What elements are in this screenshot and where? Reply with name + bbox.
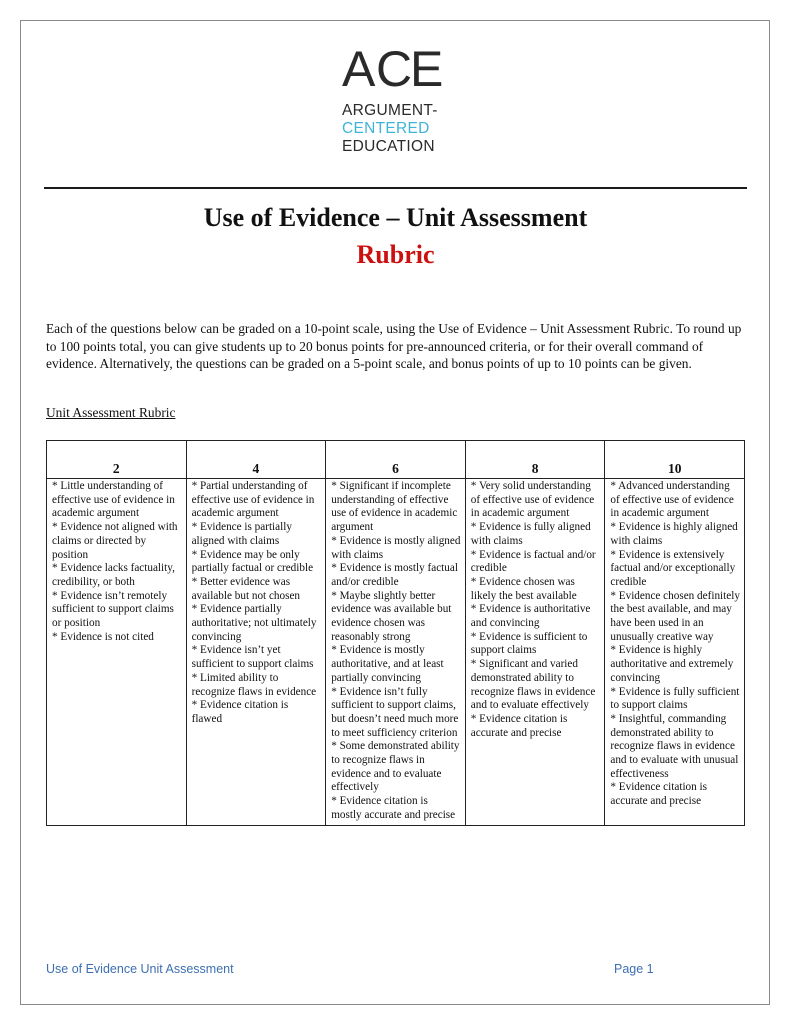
criterion: * Evidence is factual and/or credible	[470, 548, 596, 575]
criteria-cell-10	[605, 479, 745, 826]
criterion: * Evidence chosen was likely the best available	[470, 575, 577, 602]
logo-line-argument: ARGUMENT-	[342, 102, 438, 119]
criterion: * Evidence chosen definitely the best available, and may have been used in an unusually creative way	[610, 589, 740, 643]
criterion: * Limited ability to recognize flaws in evidence	[191, 671, 317, 698]
score-header-10: 10	[605, 441, 745, 479]
criterion: * Evidence lacks factuality, credibility, or both	[52, 562, 175, 588]
header-rule	[44, 187, 747, 189]
rubric-criteria-row	[47, 479, 745, 826]
page-subtitle: Rubric	[356, 240, 435, 269]
criterion: * Evidence is fully aligned with claims	[470, 521, 591, 547]
criteria-cell-2	[47, 479, 187, 826]
score-header-8: 8	[465, 441, 605, 479]
criterion: * Insightful, commanding demonstrated ability to recognize flaws in evidence and to evaluate with unusual effectiveness	[610, 712, 739, 780]
criteria-cell-8	[465, 479, 605, 826]
footer-page-number: Page 1	[614, 962, 654, 976]
score-header-4: 4	[186, 441, 326, 479]
criterion: * Evidence is sufficient to support claims	[470, 630, 588, 657]
logo-letter-c: C	[376, 41, 414, 97]
logo-mark	[342, 41, 462, 97]
criterion: * Evidence isn’t remotely sufficient to support claims or position	[52, 589, 174, 630]
logo-letter-a: A	[342, 41, 377, 97]
criterion: * Evidence citation is mostly accurate and precise	[331, 795, 456, 821]
score-header-2: 2	[47, 441, 187, 479]
criterion: * Evidence not aligned with claims or directed by position	[52, 521, 178, 561]
logo-letter-e: E	[410, 41, 445, 97]
criterion: * Significant if incomplete understanding of effective use of evidence in academic argument	[331, 480, 458, 534]
page-title: Use of Evidence – Unit Assessment	[203, 203, 588, 232]
criterion: * Evidence is not cited	[52, 630, 154, 643]
criterion: * Better evidence was available but not chosen	[191, 575, 301, 602]
criterion: * Evidence is partially aligned with claims	[191, 521, 292, 547]
criterion: * Some demonstrated ability to recognize flaws in evidence and to evaluate effectively	[331, 740, 460, 794]
criterion: * Evidence citation is flawed	[191, 699, 289, 725]
criterion: * Evidence isn’t yet sufficient to support claims	[191, 644, 314, 671]
criteria-cell-4	[186, 479, 326, 826]
logo-wordmark	[342, 102, 462, 156]
criterion: * Evidence is fully sufficient to support claims	[610, 685, 740, 712]
footer-title: Use of Evidence Unit Assessment	[46, 962, 234, 976]
criterion: * Evidence isn’t fully sufficient to support claims, but doesn’t need much more to meet sufficiency criterion	[331, 685, 459, 739]
criterion: * Significant and varied demonstrated ability to recognize flaws in evidence and to evaluate effectively	[470, 658, 596, 712]
logo-line-centered: CENTERED	[342, 120, 430, 137]
score-header-6: 6	[326, 441, 466, 479]
criterion: * Evidence is extensively factual and/or exceptionally credible	[610, 548, 736, 588]
criterion: * Evidence citation is accurate and precise	[470, 712, 568, 739]
criterion: * Evidence is mostly aligned with claims	[331, 534, 461, 561]
criteria-cell-6	[326, 479, 466, 826]
criterion: * Little understanding of effective use of evidence in academic argument	[52, 480, 175, 520]
ace-logo	[342, 41, 462, 156]
criterion: * Very solid understanding of effective use of evidence in academic argument	[470, 480, 595, 520]
criterion: * Evidence may be only partially factual or credible	[191, 548, 314, 575]
criterion: * Evidence is highly authoritative and extremely convincing	[610, 644, 734, 684]
rubric-table	[46, 440, 745, 826]
criterion: * Evidence is authoritative and convincing	[470, 603, 591, 630]
criterion: * Advanced understanding of effective use of evidence in academic argument	[610, 480, 734, 520]
criterion: * Evidence is highly aligned with claims	[610, 521, 738, 547]
logo-line-education: EDUCATION	[342, 138, 435, 155]
rubric-label: Unit Assessment Rubric	[46, 405, 176, 420]
criterion: * Maybe slightly better evidence was available but evidence chosen was reasonably strong	[331, 589, 452, 643]
criterion: * Evidence is mostly authoritative, and at least partially convincing	[331, 644, 444, 684]
criterion: * Evidence citation is accurate and precise	[610, 781, 707, 808]
criterion: * Evidence partially authoritative; not ultimately convincing	[191, 603, 317, 643]
intro-paragraph: Each of the questions below can be graded on a 10-point scale, using the Use of Evidence – Unit Assessment Rubric. To round up to 100 points total, you can give students up to 20 bonus points for pre-announced criteria, or for their overall command of evidence. Alternatively, the questions can be graded on a 5-point scale, and bonus points of up to 10 points can be given.	[46, 321, 742, 371]
rubric-header-row	[47, 441, 745, 479]
criterion: * Evidence is mostly factual and/or credible	[331, 562, 458, 588]
criterion: * Partial understanding of effective use of evidence in academic argument	[191, 480, 315, 520]
